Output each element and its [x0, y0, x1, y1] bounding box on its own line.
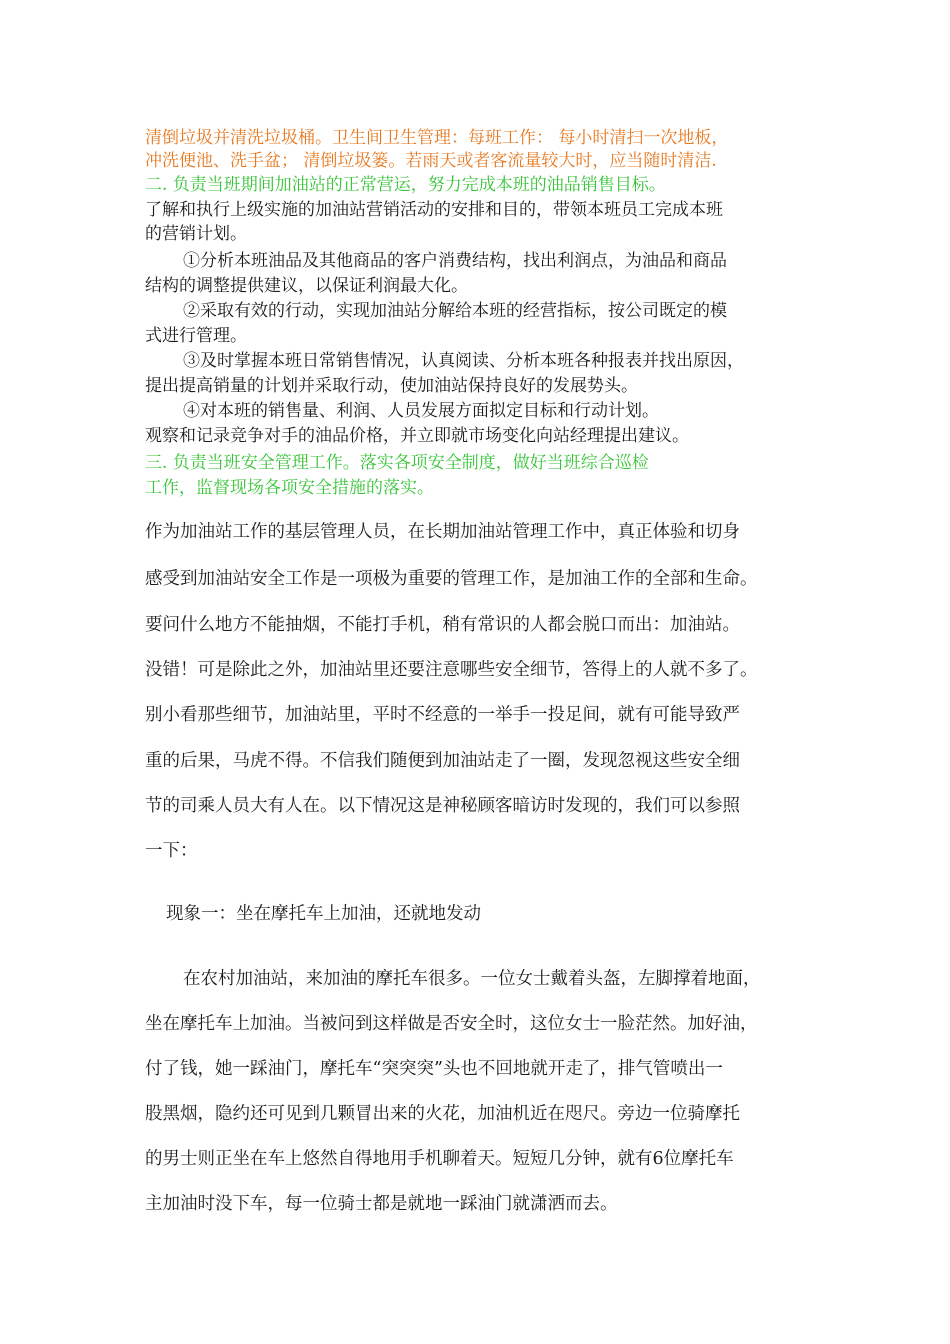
phenomenon-line-6: 主加油时没下车，每一位骑士都是就地一踩油门就潇洒而去。 — [145, 1194, 618, 1214]
phenomenon-line-2: 坐在摩托车上加油。当被问到这样做是否安全时，这位女士一脸茫然。加好油， — [145, 1014, 758, 1034]
orange-line-2: 冲洗便池、洗手盆； 清倒垃圾篓。若雨天或者客流量较大时，应当随时清洁. — [145, 151, 717, 171]
section-2-line-4: 结构的调整提供建议，以保证利润最大化。 — [145, 276, 468, 296]
body-line-4: 没错！可是除此之外，加油站里还要注意哪些安全细节，答得上的人就不多了。 — [145, 660, 758, 680]
body-line-6: 重的后果，马虎不得。不信我们随便到加油站走了一圈，发现忽视这些安全细 — [145, 751, 740, 771]
orange-line-1: 清倒垃圾并清洗垃圾桶。卫生间卫生管理：每班工作： 每小时清扫一次地板， — [145, 128, 729, 148]
body-line-3: 要问什么地方不能抽烟，不能打手机，稍有常识的人都会脱口而出：加油站。 — [145, 615, 740, 635]
section-2-line-8: 提出提高销量的计划并采取行动，使加油站保持良好的发展势头。 — [145, 376, 638, 396]
section-2-line-6: 式进行管理。 — [145, 326, 247, 346]
body-line-2: 感受到加油站安全工作是一项极为重要的管理工作，是加油工作的全部和生命。 — [145, 569, 758, 589]
body-line-1: 作为加油站工作的基层管理人员，在长期加油站管理工作中，真正体验和切身 — [145, 522, 740, 542]
phenomenon-line-1: 在农村加油站，来加油的摩托车很多。一位女士戴着头盔，左脚撑着地面， — [183, 969, 761, 989]
heading-section-3-line-2: 工作，监督现场各项安全措施的落实。 — [145, 478, 434, 498]
section-2-line-9: ④对本班的销售量、利润、人员发展方面拟定目标和行动计划。 — [183, 401, 659, 421]
phenomenon-line-3: 付了钱，她一踩油门，摩托车“突突突”头也不回地就开走了，排气管喷出一 — [145, 1059, 723, 1079]
section-2-line-10: 观察和记录竞争对手的油品价格，并立即就市场变化向站经理提出建议。 — [145, 426, 689, 446]
section-2-line-3: ①分析本班油品及其他商品的客户消费结构，找出利润点，为油品和商品 — [183, 251, 727, 271]
phenomenon-title: 现象一：坐在摩托车上加油，还就地发动 — [166, 904, 481, 924]
section-2-line-2: 的营销计划。 — [145, 224, 247, 244]
body-line-5: 别小看那些细节，加油站里，平时不经意的一举手一投足间，就有可能导致严 — [145, 705, 740, 725]
heading-section-2: 二. 负责当班期间加油站的正常营运，努力完成本班的油品销售目标。 — [145, 175, 666, 195]
section-2-line-1: 了解和执行上级实施的加油站营销活动的安排和目的，带领本班员工完成本班 — [145, 200, 723, 220]
body-line-8: 一下： — [145, 841, 198, 861]
phenomenon-line-5: 的男士则正坐在车上悠然自得地用手机聊着天。短短几分钟，就有6位摩托车 — [145, 1149, 734, 1169]
phenomenon-line-4: 股黑烟，隐约还可见到几颗冒出来的火花，加油机近在咫尺。旁边一位骑摩托 — [145, 1104, 740, 1124]
heading-section-3-line-1: 三. 负责当班安全管理工作。落实各项安全制度，做好当班综合巡检 — [145, 453, 649, 473]
body-line-7: 节的司乘人员大有人在。以下情况这是神秘顾客暗访时发现的，我们可以参照 — [145, 796, 740, 816]
section-2-line-7: ③及时掌握本班日常销售情况，认真阅读、分析本班各种报表并找出原因， — [183, 351, 744, 371]
section-2-line-5: ②采取有效的行动，实现加油站分解给本班的经营指标，按公司既定的模 — [183, 301, 727, 321]
